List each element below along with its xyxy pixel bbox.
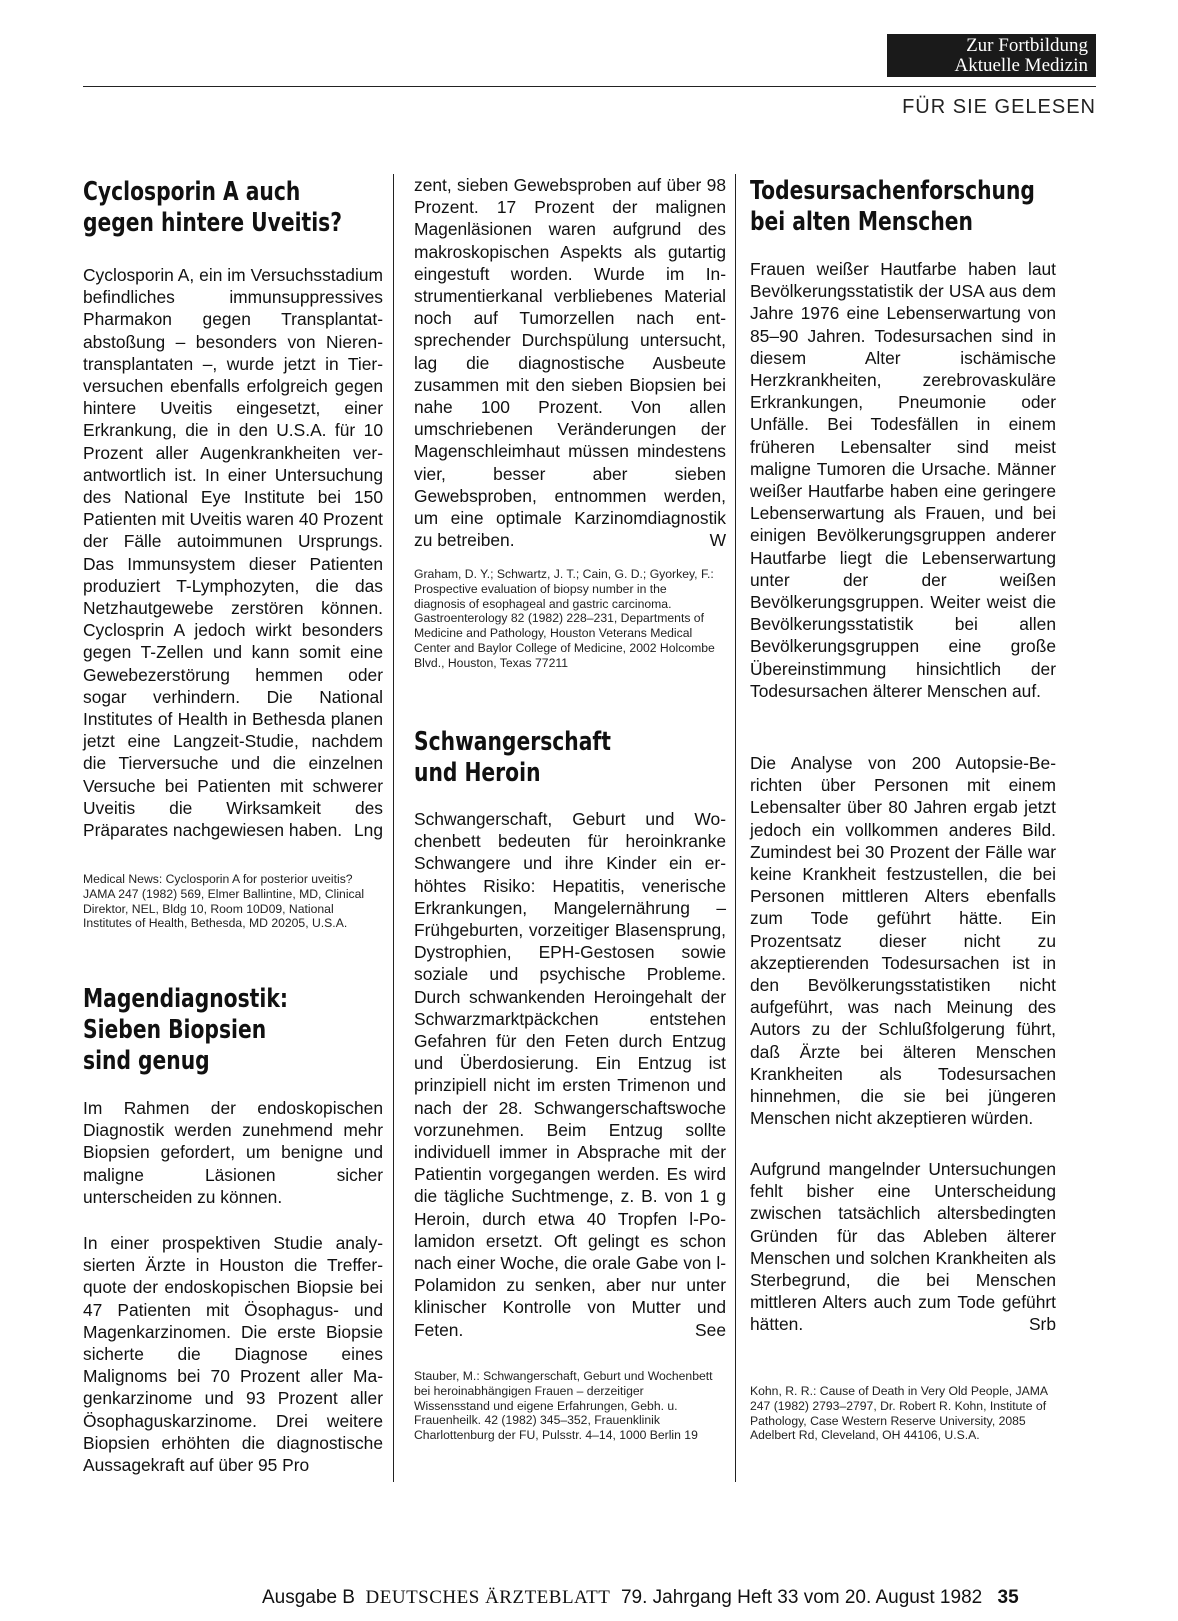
header-rule <box>83 86 1096 87</box>
page-footer <box>262 1587 1019 1609</box>
article-2-title-line-1: Magendiagnostik: <box>83 984 288 1014</box>
article-2-title-line-3: sind genug <box>83 1046 210 1076</box>
article-2-intro: Im Rahmen der endoskopischen Diagnostik werden zunehmend mehr Biopsien gefordert, um benigne und maligne Läsionen sicher unterscheiden zu können. <box>83 1098 383 1207</box>
section-banner <box>887 34 1096 77</box>
article-3-title-line-2: und Heroin <box>414 758 541 788</box>
footer-issue: 79. Jahrgang Heft 33 vom 20. August 1982 <box>620 1587 983 1608</box>
article-1-reference: Medical News: Cyclosporin A for posterior uveitis? JAMA 247 (1982) 569, Elmer Ballintine, MD, Clinical Direktor, NEL, Bldg 10, Room 10D09, National Institutes of Health, Bethesda, MD 20205, U.S.A. <box>83 872 365 931</box>
article-4-reference: Kohn, R. R.: Cause of Death in Very Old People, JAMA 247 (1982) 2793–2797, Dr. Robert R. Kohn, Institute of Pathology, Case Western Reserve University, 2085 Adelbert Rd, Cleveland, OH 44106, U.S.A. <box>750 1384 1048 1443</box>
article-1-title-line-1: Cyclosporin A auch <box>83 177 301 207</box>
banner-line-2: Aktuelle Medizin <box>954 55 1088 76</box>
article-2-title <box>83 984 288 1077</box>
article-1-signature: Lng <box>353 820 383 841</box>
column-divider-1 <box>393 174 394 1482</box>
article-2-reference: Graham, D. Y.; Schwartz, J. T.; Cain, G. D.; Gyorkey, F.: Prospective evaluation of biopsy number in the diagnosis of esophageal and gastric carcinoma. Gastroenterology 82 (1982) 228–231, Departments of Medicine and Pathology, Houston Veterans Medical Center and Baylor College of Medicine, 2002 Holcombe Blvd., Houston, Texas 77211 <box>414 567 715 670</box>
article-4-paragraph-1: Frauen weißer Hautfarbe haben laut Bevölkerungsstatistik der USA aus dem Jahre 1976 eine Lebenserwartung von 85–90 Jahren. Todesursachen sind in diesem Alter ischämische Herzkrankheiten, zerebrovaskuläre Erkrankungen, Pneumonie oder Unfälle. Bei Todesfällen in einem früheren Lebensalter sind meist maligne Tumoren die Ursache. Männer weißer Hautfarbe haben eine geringere Lebenserwartung als Frauen, und bei einigen Bevölkerungsgruppen anderer Hautfarbe liegt die Lebenserwartung unter der der weißen Bevölkerungsgruppen. Weiter weist die Bevölkerungsstatistik bei allen Bevölkerungsgruppen eine große Übereinstimmung hinsichtlich der Todesursachen älterer Menschen auf. <box>750 259 1056 701</box>
article-4-title <box>750 176 1035 238</box>
article-2-title-line-2: Sieben Biopsien <box>83 1015 267 1045</box>
article-4-title-line-1: Todesursachenforschung <box>750 176 1035 206</box>
article-1-title-line-2: gegen hintere Uveitis? <box>83 208 343 238</box>
article-3-text: Schwangerschaft, Geburt und Wochenbett bedeuten für heroinkranke Schwangere und ihre Kinder ein erhöhtes Risiko: Hepatitis, venerische Erkrankungen, Mangelernährung – Frühgeburten, vorzeitiger Blasensprung, Dystrophien, EPH-Gestosen sowie soziale und psychische Probleme. Durch schwankenden Heroingehalt der Schwarzmarktpäckchen entstehen Gefahren für den Feten durch Entzug und Überdosierung. Ein Entzug ist prinzipiell nicht im ersten Trimenon und nach der 28. Schwangerschaftswoche vorzunehmen. Beim Entzug sollte individuell immer in Absprache mit der Patientin vorgegangen werden. Es wird die tägliche Suchtmenge, z. B. von 1 g Heroin, durch etwa 40 Tropfen l-Polamidon ersetzt. Oft gelingt es schon nach einer Woche, die orale Gabe von l-Polamidon zu senken, aber nur unter klinischer Kontrolle von Mutter und Feten. <box>414 809 726 1340</box>
article-3-body <box>414 808 726 1341</box>
article-4-title-line-2: bei alten Menschen <box>750 207 973 237</box>
article-1-text: Cyclosporin A, ein im Versuchsstadium befindliches immunsuppressives Pharmakon gegen Transplantatabstoßung – besonders von Nierentransplantaten –, wurde jetzt in Tierversuchen ebenfalls erfolgreich gegen hintere Uveitis eingesetzt, einer Erkrankung, die in den U.S.A. für 10 Prozent aller Augenkrankheiten verantwortlich ist. In einer Untersuchung des National Eye Institute bei 150 Patienten mit Uveitis waren 40 Prozent der Fälle autoimmunen Ursprungs. Das Immunsystem dieser Patienten produziert T-Lymphozyten, die das Netzhautgewebe zerstören können. Cyclosprin A jedoch wirkt besonders gegen T-Zellen und kann somit eine Gewebezerstörung hemmen oder sogar verhindern. Die National Institutes of Health in Bethesda planen jetzt eine Langzeit-Studie, nachdem die Tierversuche und die einzelnen Versuche bei Patienten mit schwerer Uveitis die Wirksamkeit des Präparates nachgewiesen haben. <box>83 265 383 841</box>
section-label: FÜR SIE GELESEN <box>902 96 1096 118</box>
article-4-paragraph-3 <box>750 1158 1056 1336</box>
article-3-reference: Stauber, M.: Schwangerschaft, Geburt und Wochenbett bei heroinabhängigen Frauen – derzeitiger Wissensstand und eigene Erfahrungen, Gebh. u. Frauenheilk. 42 (1982) 345–352, Frauenklinik Charlottenburg der FU, Pulsstr. 4–14, 1000 Berlin 19 <box>414 1369 713 1443</box>
article-2-signature: W <box>709 530 726 551</box>
article-4-paragraph-3-text: Aufgrund mangelnder Untersuchungen fehlt bisher eine Unterscheidung zwischen tatsächlich altersbedingten Gründen für das Ableben älterer Menschen und solchen Krankheiten als Sterbegrund, die bei Menschen mittleren Alters auch zum Tode geführt hätten. <box>750 1159 1056 1335</box>
article-4-signature: Srb <box>1028 1314 1056 1335</box>
article-2-continued-text: zent, sieben Gewebsproben auf über 98 Prozent. 17 Prozent der malignen Magenläsionen waren aufgrund des makroskopischen Aspekts als gutartig eingestuft worden. Wurde im Instrumentierkanal verbliebenes Material noch auf Tumorzellen nach entsprechender Durchspülung untersucht, lag die diagnostische Ausbeute zusammen mit den sieben Biopsien bei nahe 100 Prozent. Von allen umschriebenen Veränderungen der Magenschleimhaut müssen mindestens vier, besser aber sieben Gewebsproben, entnommen werden, um eine optimale Karzinomdiagnostik zu betreiben. <box>414 175 726 551</box>
banner-line-1: Zur Fortbildung <box>966 35 1088 56</box>
footer-edition: Ausgabe B <box>262 1587 355 1608</box>
article-1-body <box>83 264 383 841</box>
article-1-title <box>83 177 342 239</box>
article-2-body-part-2 <box>414 174 726 551</box>
article-3-title-line-1: Schwangerschaft <box>414 727 611 757</box>
footer-journal-name: DEUTSCHES ÄRZTEBLATT <box>365 1587 611 1608</box>
article-4-paragraph-2: Die Analyse von 200 Autopsie-Berichten über Personen mit einem Lebensalter über 80 Jahren ergab jetzt jedoch ein vollkommen anderes Bild. Zumindest bei 30 Prozent der Fälle war keine Krankheit festzustellen, die bei Personen mittleren Alters ebenfalls zum Tode geführt hätte. Ein Prozentsatz dieser nicht zu akzeptierenden Todesursachen ist in den Bevölkerungsstatistiken nicht aufgeführt, was nach Meinung des Autors zu der Schlußfolgerung führt, daß Ärzte bei älteren Menschen Krankheiten als Todesursachen hinnehmen, die sie bei jüngeren Menschen nicht akzeptieren würden. <box>750 753 1056 1129</box>
column-divider-2 <box>735 174 736 1482</box>
article-3-signature: See <box>695 1319 726 1340</box>
article-2-body-part-1: In einer prospektiven Studie analysierten Ärzte in Houston die Trefferquote der endoskopischen Biopsie bei 47 Patienten mit Ösophagus- und Magenkarzinomen. Die erste Biopsie sicherte die Diagnose eines Malignoms bei 70 Prozent aller Magenkarzinome und 93 Prozent aller Ösophaguskarzinome. Drei weitere Biopsien erhöhten die diagnostische Aussagekraft auf über 95 Pro <box>83 1233 383 1476</box>
article-3-title <box>414 727 611 789</box>
page-number: 35 <box>997 1587 1019 1608</box>
